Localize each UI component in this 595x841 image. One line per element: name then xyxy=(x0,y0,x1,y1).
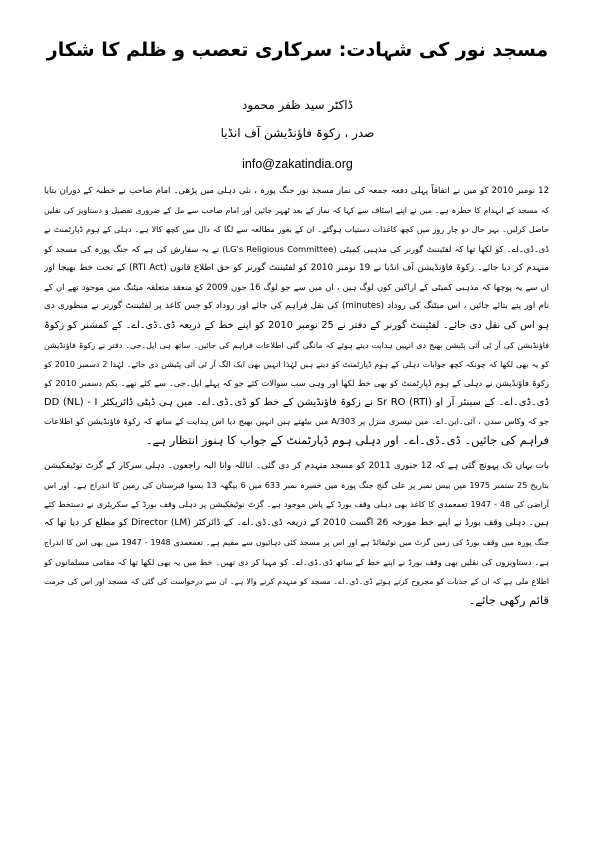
text-line: ہے۔ دستاویزوں کی نقلیں بھی وقف بورڈ نے اپنے خط کے ساتھ ڈی۔ڈی۔اے۔ کو مہیا کر دی تھیں۔ خط میں یہ بھی لکھا تھا کہ مقامی مسلمانوں کو xyxy=(44,556,549,567)
text-line: آراضی کی 48 - 1947 تعمعمدی کا کاغذ بھی دہلی وقف بورڈ کے پاس موجود ہے۔ گزٹ نوٹیفکیشن پر دہلی وقف بورڈ کے سکریٹری نے دستخط کئے xyxy=(44,499,549,509)
text-line: اطلاع ملی ہے کہ ان کے جذبات کو مجروح کرتے ہوئے ڈی۔ڈی۔اے۔ مسجد کو منہدم کرنے والا ہے۔ ان سے درخواست کی گئی کہ مسجد اور اس کی حرمت xyxy=(44,576,549,586)
text-line: نام اور پتے بتائے جائیں ، اس میٹنگ کی روداد (minutes) کی نقل فراہم کی جائے اور روداد کو جس کاغذ پر لفٹیننٹ گورنر نے منظوری دی xyxy=(44,301,549,312)
text-line: بات یہاں تک پہونچ گئی ہے کہ 12 جنوری 2011 کو مسجد منہدم کر دی گئی۔ اناللہ وانا الیہ راجعون۔ دہلی سرکار کے گزٹ نوٹیفکیشن xyxy=(44,460,549,471)
paragraph xyxy=(44,457,549,611)
text-line: منہدم کر دیا جائے۔ زکوۃ فاؤنڈیشن آف انڈیا نے 19 نومبر 2010 کو لفٹیننٹ گورنر کو حق اطلاع قانون (RTI Act) کے تحت خط بھیجا اور xyxy=(44,262,549,273)
text-line: زکوۃ فاؤنڈیشن نے دہلی کے ہوم ڈپارٹمنٹ کو بھی خط لکھا اور وہی سب سوالات کئے جو کہ پہلے ایل۔جی۔ سے کئے تھے۔ یکم دسمبر 2010 کو xyxy=(44,377,549,388)
text-line: ڈی۔ڈی۔اے۔ کے سینئر آر او (Sr RO (RTI نے زکوۃ فاؤنڈیشن کے خط کو ڈی۔ڈی۔اے۔ میں ہی ڈپٹی ڈائریکٹر DD (NL) - I xyxy=(44,397,549,409)
text-line: حاصل کرلیں۔ بہر حال دو چار روز میں کچھ کاغذات دستیاب ہوگئے۔ ان کے بغور مطالعہ سے لگا کہ دال میں کچھ کالا ہے۔ دہلی کے ہوم ڈپارٹمنٹ نے xyxy=(44,225,549,235)
text-line: قائم رکھی جائے۔ xyxy=(468,592,549,607)
author-name: ڈاکٹر سید ظفر محمود xyxy=(242,98,353,112)
text-line: کو یہ بھی لکھا کہ چونکہ کچھ جوابات دہلی کے ہوم ڈپارٹمنٹ کو دینے ہیں لہٰذا انہیں بھی ایک الگ آر ٹی آئی پٹیشن دی جائے۔ لہٰذا 2 دسمبر 2010 کو xyxy=(44,359,549,369)
text-line: فراہم کی جائیں۔ ڈی۔ڈی۔اے۔ اور دہلی ہوم ڈپارٹمنٹ کے جواب کا ہنوز انتظار ہے۔ xyxy=(145,433,549,448)
text-line: جو کہ وکاس سدن ، آئی۔این۔اے۔ میں تیسری منزل پر A/303 میں بیٹھتے ہیں انہیں بھیج دیا اس ہدایت کے ساتھ کہ زکوۃ فاؤنڈیشن کو اطلاعات xyxy=(44,416,549,427)
text-line: 12 نومبر 2010 کو میں نے اتفاقاً پہلی دفعہ جمعہ کی نماز مسجد نور جنگ پورہ ، نئی دہلی میں پڑھی۔ امام صاحب نے خطبہ کے دوران بتایا xyxy=(44,186,549,196)
article-body xyxy=(44,182,549,616)
text-line: فاؤنڈیشن کی آر ٹی آئی پٹیشن بھیج دی انہیں ہدایت دیتے ہوئے کہ مانگی گئی اطلاعات فراہم کی جائیں۔ ساتھ ہی ایل۔جی۔ دفتر نے زکوۃ فاؤنڈیشن xyxy=(44,340,549,350)
article-title: مسجد نور کی شہادت: سرکاری تعصب و ظلم کا شکار xyxy=(46,39,549,61)
contact-email: info@zakatindia.org xyxy=(242,157,353,171)
text-line: جنگ پورہ میں وقف بورڈ کی زمین گزٹ میں نوٹیفائڈ ہے اور اس پر مسجد کئی دہائیوں سے مقیم ہے۔ تعمعمدی 1948 - 1947 میں بھی اس کا اندراج xyxy=(44,538,549,548)
text-line: بتاریخ 25 ستمبر 1975 میں بیس نمبر پر علی گنج جنگ پورہ میں خسرہ نمبر 633 میں 6 بیگھہ 13 بسوا قبرستان کی زمین کا اندراج ہے۔ اور اس xyxy=(44,479,549,490)
paragraph xyxy=(44,182,549,451)
text-line: ہیں۔ دہلی وقف بورڈ نے اپنے خط مورخہ 26 اگست 2010 کے ذریعہ ڈی۔ڈی۔اے۔ کے ڈائرکٹر (Director (LM کو مطلع کر دیا تھا کہ xyxy=(44,518,549,529)
text-line: ڈی۔ڈی۔اے۔ کو لکھا تھا کہ لفٹیننٹ گورنر کی مذہبی کمیٹی (LG's Religious Committee) نے یہ سفارش کی ہے کہ جنگ پورہ کی مسجد کو xyxy=(44,243,549,254)
text-line: کہ مسجد کے انہدام کا خطرہ ہے۔ میں نے اپنے اسٹاف سے کہا کہ نماز کے بعد ٹھہر جائیں اور امام صاحب سے مل کے ضروری تفصیل و دستاویز کی نقلیں xyxy=(44,206,549,216)
author-role: صدر ، زکوۃ فاؤنڈیشن آف انڈیا xyxy=(220,126,375,140)
text-line: ہو اس کی نقل دی جائے۔ لفٹیننٹ گورنر کے دفتر نے 25 نومبر 2010 کو اپنے خط کے ذریعہ ڈی۔ڈی۔اے۔ کے کمشنر کو زکوۃ xyxy=(44,320,549,332)
text-line: ان سے یہ پوچھا کہ مذہبی کمیٹی کے اراکین کون لوگ ہیں ، ان میں سے جو لوگ 16 جون 2009 کو منعقد متعلقہ میٹنگ میں موجود تھے ان کے xyxy=(44,281,549,292)
